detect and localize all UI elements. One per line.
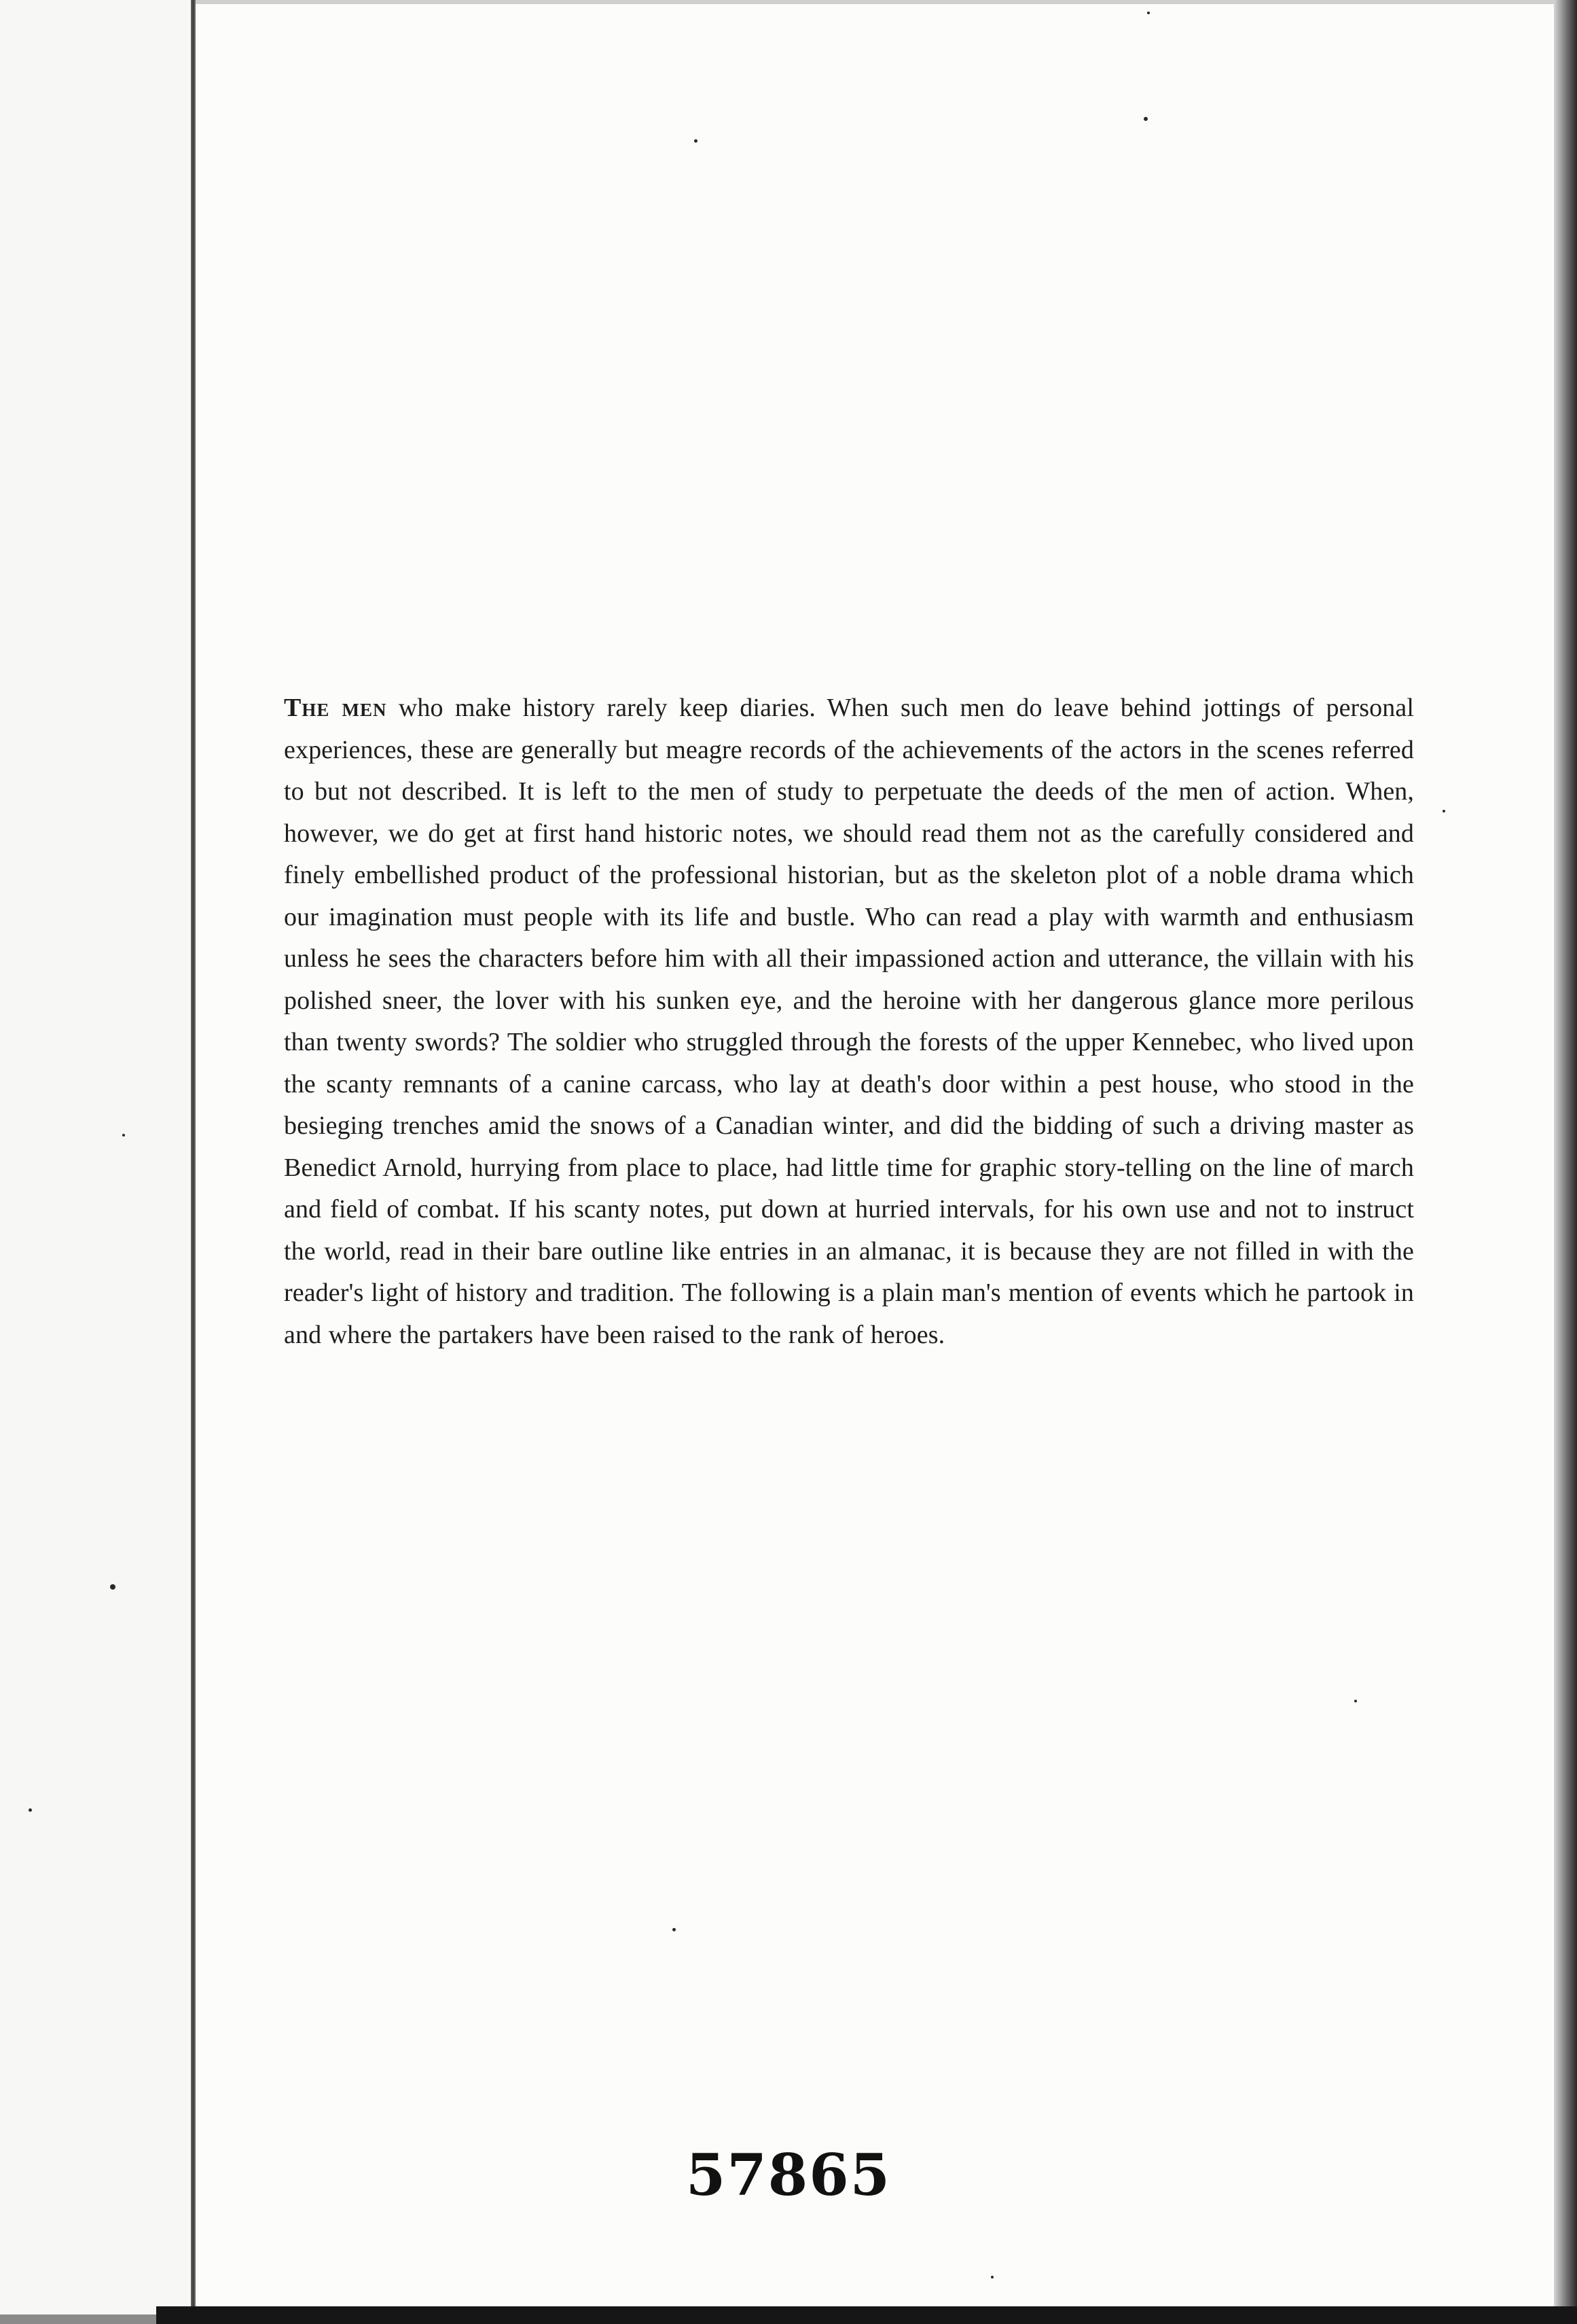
page-right-edge [1554, 0, 1577, 2324]
preface-lead-words: The men [284, 694, 387, 722]
scan-speck [110, 1584, 115, 1590]
preface-body-text: who make history rarely keep diaries. When such men do leave behind jottings of personal experiences, these are generally but meagre records of the achievements of the actors in the scenes referred to but not described. It is left to the men of study to perpetuate the deeds of the men of action. When, however, we do get at first hand historic notes, we should read them not as the carefully considered and finely embellished product of the professional historian, but as the skeleton plot of a noble drama which our imagination must people with its life and bustle. Who can read a play with warmth and enthusiasm unless he sees the characters before him with all their impassioned action and utterance, the villain with his polished sneer, the lover with his sunken eye, and the heroine with her dangerous glance more perilous than twenty swords? The soldier who struggled through the forests of the upper Kennebec, who lived upon the scanty remnants of a canine carcass, who lay at death's door within a pest house, who stood in the besieging trenches amid the snows of a Canadian winter, and did the bidding of such a driving master as Benedict Arnold, hurrying from place to place, had little time for graphic story-telling on the line of march and field of combat. If his scanty notes, put down at hurried intervals, for his own use and not to instruct the world, read in their bare outline like entries in an almanac, it is because they are not filled in with the reader's light of history and tradition. The following is a plain man's mention of events which he partook in and where the partakers have been raised to the rank of heroes. [284, 694, 1414, 1349]
page-top-edge [196, 0, 1554, 4]
page-bottom-edge-left [0, 2314, 156, 2324]
scan-speck [672, 1928, 676, 1931]
page-bottom-edge [156, 2306, 1577, 2324]
scan-speck [1147, 12, 1150, 14]
scan-speck [122, 1134, 125, 1137]
scan-speck [991, 2276, 994, 2278]
scan-speck [29, 1808, 32, 1812]
scan-speck [694, 139, 697, 143]
scan-speck [1354, 1700, 1357, 1702]
catalog-number: 57865 [685, 2141, 892, 2209]
scan-speck [1144, 117, 1148, 121]
scan-speck [1443, 810, 1445, 812]
binding-gutter-line [191, 0, 196, 2324]
preface-paragraph [284, 687, 1414, 1356]
binding-margin [0, 0, 194, 2324]
